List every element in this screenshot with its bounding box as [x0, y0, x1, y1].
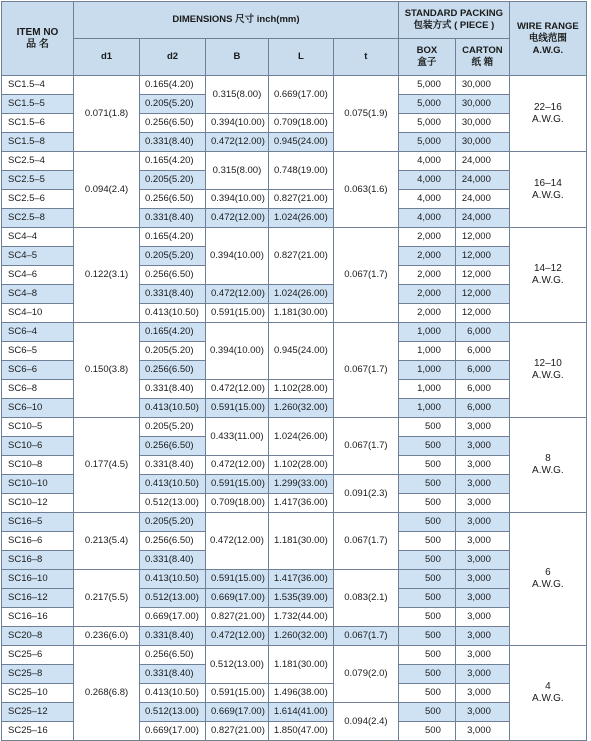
header-box-en: BOX [416, 45, 438, 56]
d1-cell: 0.071(1.8) [74, 76, 140, 152]
item-no-cell: SC10–6 [2, 437, 74, 456]
box-qty-cell: 5,000 [398, 114, 455, 133]
l-cell: 1.102(28.00) [268, 380, 333, 399]
box-qty-cell: 1,000 [398, 342, 455, 361]
carton-qty-cell: 6,000 [455, 380, 509, 399]
d1-cell: 0.217(5.5) [74, 570, 140, 627]
wire-range-gauge: 16–14 [533, 177, 562, 189]
b-cell: 0.433(11.00) [206, 418, 269, 456]
wire-range-unit: A.W.G. [532, 693, 564, 704]
header-d2: d2 [140, 39, 206, 76]
header-carton-cn: 纸 箱 [471, 57, 494, 68]
item-no-cell: SC25–8 [2, 665, 74, 684]
item-no-cell: SC16–12 [2, 589, 74, 608]
wire-range-cell [509, 152, 586, 228]
wire-range-unit: A.W.G. [532, 189, 564, 201]
d2-cell: 0.256(6.50) [140, 190, 206, 209]
l-cell: 0.827(21.00) [268, 228, 333, 285]
item-no-cell: SC16–10 [2, 570, 74, 589]
d1-cell: 0.094(2.4) [74, 152, 140, 228]
l-cell: 1.850(47.00) [268, 722, 333, 741]
box-qty-cell: 500 [398, 703, 455, 722]
l-cell: 1.299(33.00) [268, 475, 333, 494]
item-no-cell: SC4–10 [2, 304, 74, 323]
header-wire-range-cn: 电线范围 [528, 32, 567, 44]
carton-qty-cell: 3,000 [455, 494, 509, 513]
header-box [398, 39, 455, 76]
carton-qty-cell: 12,000 [455, 285, 509, 304]
d2-cell: 0.205(5.20) [140, 342, 206, 361]
wire-range-cell [509, 323, 586, 418]
carton-qty-cell: 3,000 [455, 627, 509, 646]
item-no-cell: SC6–10 [2, 399, 74, 418]
d2-cell: 0.205(5.20) [140, 418, 206, 437]
header-standard-packing-cn: 包装方式 ( PIECE ) [413, 20, 495, 31]
carton-qty-cell: 3,000 [455, 551, 509, 570]
d1-cell: 0.150(3.8) [74, 323, 140, 418]
item-no-cell: SC4–8 [2, 285, 74, 304]
carton-qty-cell: 3,000 [455, 608, 509, 627]
carton-qty-cell: 3,000 [455, 589, 509, 608]
item-no-cell: SC4–4 [2, 228, 74, 247]
header-dimensions: DIMENSIONS 尺寸 inch(mm) [74, 2, 399, 39]
item-no-cell: SC10–8 [2, 456, 74, 475]
d2-cell: 0.256(6.50) [140, 646, 206, 665]
table-row [2, 513, 587, 532]
t-cell: 0.091(2.3) [333, 475, 398, 513]
b-cell: 0.709(18.00) [206, 494, 269, 513]
carton-qty-cell: 30,000 [455, 76, 509, 95]
carton-qty-cell: 30,000 [455, 114, 509, 133]
d2-cell: 0.256(6.50) [140, 266, 206, 285]
l-cell: 0.709(18.00) [268, 114, 333, 133]
box-qty-cell: 4,000 [398, 190, 455, 209]
box-qty-cell: 5,000 [398, 95, 455, 114]
b-cell: 0.591(15.00) [206, 304, 269, 323]
t-cell: 0.094(2.4) [333, 703, 398, 741]
d2-cell: 0.256(6.50) [140, 437, 206, 456]
header-item-no [2, 2, 74, 76]
d2-cell: 0.413(10.50) [140, 304, 206, 323]
b-cell: 0.472(12.00) [206, 209, 269, 228]
item-no-cell: SC2.5–4 [2, 152, 74, 171]
item-no-cell: SC25–16 [2, 722, 74, 741]
d2-cell: 0.256(6.50) [140, 361, 206, 380]
b-cell: 0.669(17.00) [206, 703, 269, 722]
b-cell: 0.591(15.00) [206, 684, 269, 703]
b-cell: 0.394(10.00) [206, 228, 269, 285]
header-carton-en: CARTON [462, 45, 503, 56]
d2-cell: 0.669(17.00) [140, 722, 206, 741]
item-no-cell: SC10–12 [2, 494, 74, 513]
carton-qty-cell: 6,000 [455, 399, 509, 418]
table-row [2, 228, 587, 247]
carton-qty-cell: 24,000 [455, 171, 509, 190]
t-cell: 0.067(1.7) [333, 513, 398, 570]
box-qty-cell: 5,000 [398, 133, 455, 152]
l-cell: 0.827(21.00) [268, 190, 333, 209]
item-no-cell: SC16–16 [2, 608, 74, 627]
table-row [2, 627, 587, 646]
header-wire-range [509, 2, 586, 76]
item-no-cell: SC16–8 [2, 551, 74, 570]
carton-qty-cell: 3,000 [455, 475, 509, 494]
d2-cell: 0.512(13.00) [140, 494, 206, 513]
l-cell: 1.181(30.00) [268, 513, 333, 570]
d1-cell: 0.213(5.4) [74, 513, 140, 570]
carton-qty-cell: 3,000 [455, 513, 509, 532]
box-qty-cell: 500 [398, 456, 455, 475]
b-cell: 0.591(15.00) [206, 475, 269, 494]
t-cell: 0.067(1.7) [333, 627, 398, 646]
d2-cell: 0.331(8.40) [140, 456, 206, 475]
b-cell: 0.512(13.00) [206, 646, 269, 684]
b-cell: 0.472(12.00) [206, 380, 269, 399]
item-no-cell: SC4–6 [2, 266, 74, 285]
l-cell: 1.181(30.00) [268, 646, 333, 684]
d2-cell: 0.331(8.40) [140, 380, 206, 399]
carton-qty-cell: 30,000 [455, 133, 509, 152]
l-cell: 1.260(32.00) [268, 627, 333, 646]
spec-table-container [1, 1, 587, 741]
d2-cell: 0.205(5.20) [140, 171, 206, 190]
wire-range-cell [509, 646, 586, 741]
header-standard-packing-en: STANDARD PACKING [404, 8, 504, 19]
t-cell: 0.067(1.7) [333, 228, 398, 323]
t-cell: 0.067(1.7) [333, 418, 398, 475]
item-no-cell: SC10–5 [2, 418, 74, 437]
item-no-cell: SC25–6 [2, 646, 74, 665]
box-qty-cell: 500 [398, 570, 455, 589]
d2-cell: 0.413(10.50) [140, 475, 206, 494]
table-row [2, 570, 587, 589]
l-cell: 1.024(26.00) [268, 285, 333, 304]
carton-qty-cell: 3,000 [455, 646, 509, 665]
item-no-cell: SC25–12 [2, 703, 74, 722]
header-item-no-cn: 品 名 [26, 38, 49, 50]
item-no-cell: SC2.5–8 [2, 209, 74, 228]
d2-cell: 0.331(8.40) [140, 551, 206, 570]
wire-range-gauge: 6 [545, 567, 551, 578]
d2-cell: 0.256(6.50) [140, 532, 206, 551]
d2-cell: 0.669(17.00) [140, 608, 206, 627]
d2-cell: 0.205(5.20) [140, 513, 206, 532]
box-qty-cell: 2,000 [398, 247, 455, 266]
t-cell: 0.075(1.9) [333, 76, 398, 152]
item-no-cell: SC16–5 [2, 513, 74, 532]
item-no-cell: SC4–5 [2, 247, 74, 266]
wire-range-cell [509, 418, 586, 513]
t-cell: 0.063(1.6) [333, 152, 398, 228]
d1-cell: 0.122(3.1) [74, 228, 140, 323]
l-cell: 1.260(32.00) [268, 399, 333, 418]
carton-qty-cell: 3,000 [455, 722, 509, 741]
item-no-cell: SC2.5–5 [2, 171, 74, 190]
box-qty-cell: 500 [398, 665, 455, 684]
table-row [2, 76, 587, 95]
item-no-cell: SC25–10 [2, 684, 74, 703]
l-cell: 1.614(41.00) [268, 703, 333, 722]
box-qty-cell: 2,000 [398, 304, 455, 323]
wire-range-cell [509, 228, 586, 323]
b-cell: 0.472(12.00) [206, 513, 269, 570]
header-wire-range-unit: A.W.G. [532, 44, 564, 56]
wire-range-cell [509, 76, 586, 152]
carton-qty-cell: 3,000 [455, 418, 509, 437]
item-no-cell: SC16–6 [2, 532, 74, 551]
header-t: t [333, 39, 398, 76]
wire-range-cell [509, 513, 586, 646]
b-cell: 0.472(12.00) [206, 627, 269, 646]
table-row [2, 152, 587, 171]
d2-cell: 0.331(8.40) [140, 285, 206, 304]
b-cell: 0.394(10.00) [206, 190, 269, 209]
box-qty-cell: 2,000 [398, 228, 455, 247]
d2-cell: 0.331(8.40) [140, 627, 206, 646]
carton-qty-cell: 3,000 [455, 532, 509, 551]
carton-qty-cell: 3,000 [455, 437, 509, 456]
d2-cell: 0.205(5.20) [140, 95, 206, 114]
header-box-cn: 盒子 [417, 57, 437, 68]
item-no-cell: SC1.5–4 [2, 76, 74, 95]
table-body [2, 76, 587, 741]
l-cell: 1.024(26.00) [268, 209, 333, 228]
b-cell: 0.472(12.00) [206, 133, 269, 152]
b-cell: 0.472(12.00) [206, 456, 269, 475]
item-no-cell: SC1.5–5 [2, 95, 74, 114]
d2-cell: 0.165(4.20) [140, 228, 206, 247]
t-cell: 0.079(2.0) [333, 646, 398, 703]
item-no-cell: SC6–6 [2, 361, 74, 380]
box-qty-cell: 500 [398, 475, 455, 494]
table-row [2, 646, 587, 665]
box-qty-cell: 500 [398, 551, 455, 570]
t-cell: 0.083(2.1) [333, 570, 398, 627]
d2-cell: 0.413(10.50) [140, 570, 206, 589]
carton-qty-cell: 3,000 [455, 684, 509, 703]
carton-qty-cell: 12,000 [455, 247, 509, 266]
wire-range-gauge: 22–16 [533, 101, 562, 113]
header-wire-range-en: WIRE RANGE [517, 20, 579, 32]
d1-cell: 0.236(6.0) [74, 627, 140, 646]
item-no-cell: SC6–4 [2, 323, 74, 342]
d2-cell: 0.165(4.20) [140, 152, 206, 171]
b-cell: 0.669(17.00) [206, 589, 269, 608]
l-cell: 1.535(39.00) [268, 589, 333, 608]
b-cell: 0.315(8.00) [206, 76, 269, 114]
table-row [2, 418, 587, 437]
d2-cell: 0.512(13.00) [140, 703, 206, 722]
wire-range-unit: A.W.G. [532, 370, 564, 381]
header-standard-packing [398, 2, 509, 39]
wire-range-unit: A.W.G. [532, 275, 564, 286]
wire-range-gauge: 4 [545, 681, 551, 692]
l-cell: 1.496(38.00) [268, 684, 333, 703]
item-no-cell: SC1.5–6 [2, 114, 74, 133]
box-qty-cell: 500 [398, 418, 455, 437]
b-cell: 0.591(15.00) [206, 570, 269, 589]
b-cell: 0.394(10.00) [206, 323, 269, 380]
carton-qty-cell: 6,000 [455, 361, 509, 380]
box-qty-cell: 2,000 [398, 285, 455, 304]
box-qty-cell: 500 [398, 513, 455, 532]
carton-qty-cell: 3,000 [455, 456, 509, 475]
carton-qty-cell: 6,000 [455, 323, 509, 342]
d2-cell: 0.331(8.40) [140, 133, 206, 152]
table-row [2, 323, 587, 342]
carton-qty-cell: 24,000 [455, 152, 509, 171]
l-cell: 1.732(44.00) [268, 608, 333, 627]
b-cell: 0.472(12.00) [206, 285, 269, 304]
d1-cell: 0.268(6.8) [74, 646, 140, 741]
box-qty-cell: 500 [398, 494, 455, 513]
carton-qty-cell: 3,000 [455, 703, 509, 722]
terminal-spec-table [1, 1, 587, 741]
box-qty-cell: 500 [398, 589, 455, 608]
box-qty-cell: 4,000 [398, 171, 455, 190]
d2-cell: 0.165(4.20) [140, 323, 206, 342]
b-cell: 0.315(8.00) [206, 152, 269, 190]
wire-range-gauge: 8 [545, 453, 551, 464]
l-cell: 0.669(17.00) [268, 76, 333, 114]
box-qty-cell: 500 [398, 608, 455, 627]
carton-qty-cell: 3,000 [455, 570, 509, 589]
box-qty-cell: 4,000 [398, 152, 455, 171]
d2-cell: 0.331(8.40) [140, 209, 206, 228]
item-no-cell: SC1.5–8 [2, 133, 74, 152]
wire-range-gauge: 12–10 [533, 358, 562, 369]
box-qty-cell: 1,000 [398, 380, 455, 399]
box-qty-cell: 1,000 [398, 323, 455, 342]
carton-qty-cell: 24,000 [455, 209, 509, 228]
wire-range-unit: A.W.G. [532, 579, 564, 590]
item-no-cell: SC6–8 [2, 380, 74, 399]
item-no-cell: SC6–5 [2, 342, 74, 361]
l-cell: 0.748(19.00) [268, 152, 333, 190]
header-item-no-en: ITEM NO [16, 26, 59, 38]
d2-cell: 0.165(4.20) [140, 76, 206, 95]
carton-qty-cell: 24,000 [455, 190, 509, 209]
item-no-cell: SC2.5–6 [2, 190, 74, 209]
wire-range-unit: A.W.G. [532, 465, 564, 476]
carton-qty-cell: 12,000 [455, 228, 509, 247]
header-b: B [206, 39, 269, 76]
carton-qty-cell: 30,000 [455, 95, 509, 114]
box-qty-cell: 500 [398, 437, 455, 456]
wire-range-unit: A.W.G. [532, 113, 564, 125]
d1-cell: 0.177(4.5) [74, 418, 140, 513]
box-qty-cell: 4,000 [398, 209, 455, 228]
b-cell: 0.827(21.00) [206, 722, 269, 741]
carton-qty-cell: 3,000 [455, 665, 509, 684]
wire-range-gauge: 14–12 [533, 263, 562, 274]
box-qty-cell: 1,000 [398, 399, 455, 418]
d2-cell: 0.256(6.50) [140, 114, 206, 133]
item-no-cell: SC10–10 [2, 475, 74, 494]
header-carton [455, 39, 509, 76]
box-qty-cell: 500 [398, 532, 455, 551]
d2-cell: 0.331(8.40) [140, 665, 206, 684]
box-qty-cell: 500 [398, 646, 455, 665]
b-cell: 0.827(21.00) [206, 608, 269, 627]
box-qty-cell: 2,000 [398, 266, 455, 285]
carton-qty-cell: 6,000 [455, 342, 509, 361]
b-cell: 0.394(10.00) [206, 114, 269, 133]
t-cell: 0.067(1.7) [333, 323, 398, 418]
l-cell: 1.417(36.00) [268, 570, 333, 589]
l-cell: 1.417(36.00) [268, 494, 333, 513]
l-cell: 1.102(28.00) [268, 456, 333, 475]
header-l: L [268, 39, 333, 76]
item-no-cell: SC20–8 [2, 627, 74, 646]
l-cell: 1.181(30.00) [268, 304, 333, 323]
l-cell: 0.945(24.00) [268, 323, 333, 380]
box-qty-cell: 5,000 [398, 76, 455, 95]
b-cell: 0.591(15.00) [206, 399, 269, 418]
carton-qty-cell: 12,000 [455, 304, 509, 323]
d2-cell: 0.413(10.50) [140, 684, 206, 703]
d2-cell: 0.413(10.50) [140, 399, 206, 418]
d2-cell: 0.205(5.20) [140, 247, 206, 266]
l-cell: 1.024(26.00) [268, 418, 333, 456]
box-qty-cell: 500 [398, 684, 455, 703]
box-qty-cell: 500 [398, 722, 455, 741]
box-qty-cell: 1,000 [398, 361, 455, 380]
carton-qty-cell: 12,000 [455, 266, 509, 285]
l-cell: 0.945(24.00) [268, 133, 333, 152]
box-qty-cell: 500 [398, 627, 455, 646]
header-d1: d1 [74, 39, 140, 76]
d2-cell: 0.512(13.00) [140, 589, 206, 608]
